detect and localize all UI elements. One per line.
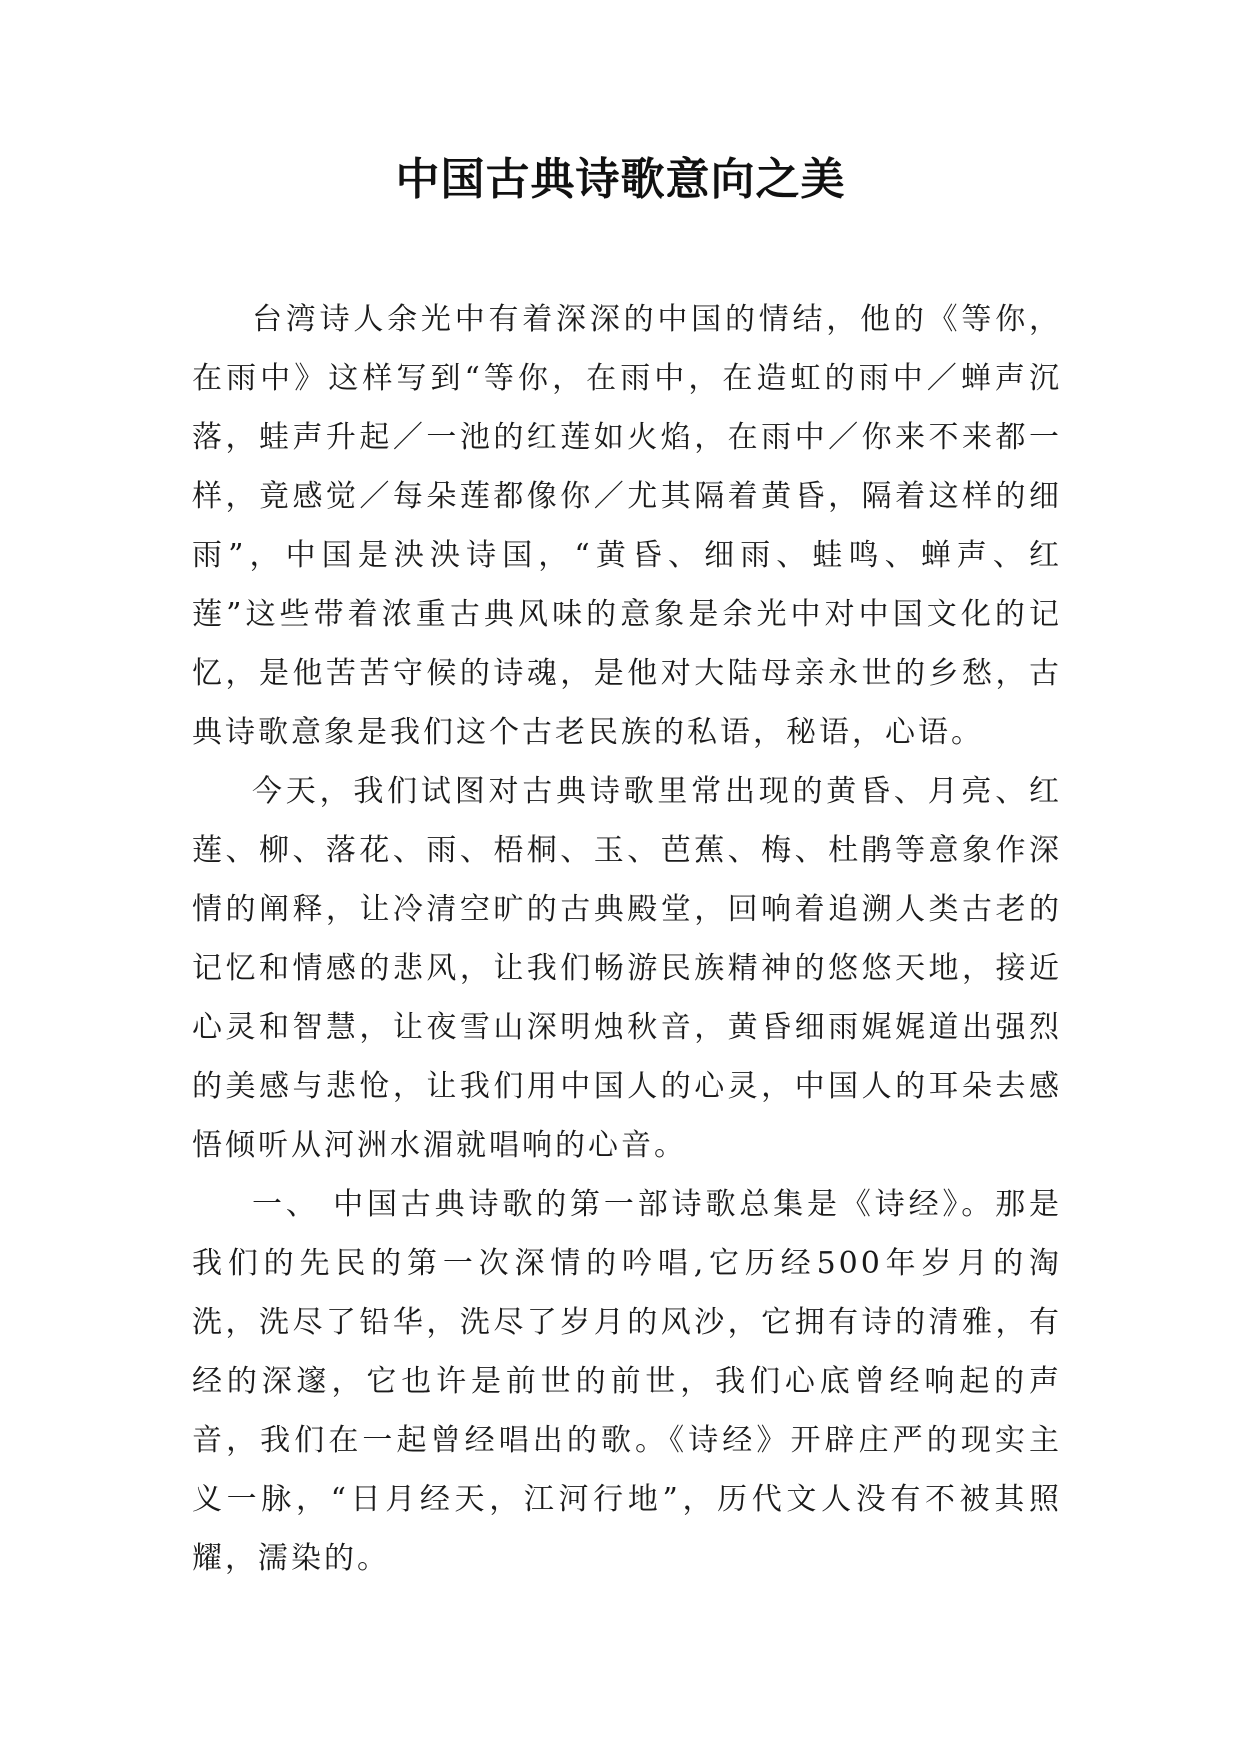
paragraph-1: 台湾诗人余光中有着深深的中国的情结，他的《等你，在雨中》这样写到“等你，在雨中，在造虹的雨中／蝉声沉落，蛙声升起／一池的红莲如火焰，在雨中／你来不来都一样，竟感觉／每朵莲都像你／尤其隔着黄昏，隔着这样的细雨”，中国是泱泱诗国，“黄昏、细雨、蛙鸣、蝉声、红莲”这些带着浓重古典风味的意象是余光中对中国文化的记忆，是他苦苦守候的诗魂，是他对大陆母亲永世的乡愁，古典诗歌意象是我们这个古老民族的私语，秘语，心语。 (192, 302, 1062, 750)
document-title: 中国古典诗歌意向之美 (395, 154, 846, 205)
paragraph-2: 今天，我们试图对古典诗歌里常出现的黄昏、月亮、红莲、柳、落花、雨、梧桐、玉、芭蕉、梅、杜鹃等意象作深情的阐释，让冷清空旷的古典殿堂，回响着追溯人类古老的记忆和情感的悲风，让我们畅游民族精神的悠悠天地，接近心灵和智慧，让夜雪山深明烛秋音，黄昏细雨娓娓道出强烈的美感与悲怆，让我们用中国人的心灵，中国人的耳朵去感悟倾听从河洲水湄就唱响的心音。 (192, 774, 1062, 1163)
document-body (192, 290, 1062, 1588)
paragraph-3: 一、 中国古典诗歌的第一部诗歌总集是《诗经》。那是我们的先民的第一次深情的吟唱,它历经500年岁月的淘洗，洗尽了铅华，洗尽了岁月的风沙，它拥有诗的清雅，有经的深邃，它也许是前世的前世，我们心底曾经响起的声音，我们在一起曾经唱出的歌。《诗经》开辟庄严的现实主义一脉，“日月经天，江河行地”，历代文人没有不被其照耀，濡染的。 (192, 1187, 1062, 1576)
